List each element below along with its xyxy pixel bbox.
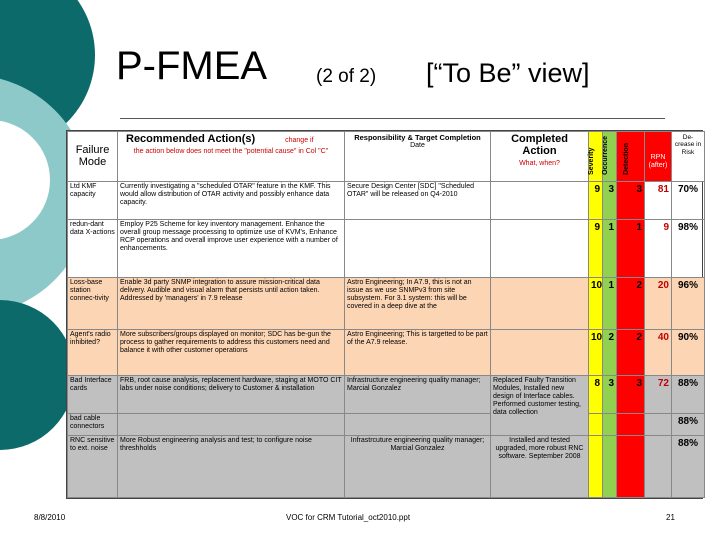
completed-cell	[491, 182, 589, 220]
footer-page-number: 21	[666, 513, 675, 522]
table-row	[68, 278, 705, 330]
failure-mode-cell: RNC sensitive to ext. noise	[68, 436, 118, 498]
header-recommended-change: change if	[285, 137, 314, 144]
slide-title-part: (2 of 2)	[316, 66, 377, 87]
header-completed	[491, 132, 589, 182]
severity-cell	[589, 414, 603, 436]
decrease-cell: 98%	[672, 220, 705, 278]
header-detection	[617, 132, 645, 182]
header-responsibility	[345, 132, 491, 182]
failure-mode-cell: Loss-base station connec-tivity	[68, 278, 118, 330]
completed-cell	[491, 330, 589, 376]
rpn-cell: 72	[645, 376, 672, 414]
header-recommended	[118, 132, 345, 182]
table-row	[68, 182, 705, 220]
severity-cell: 10	[589, 330, 603, 376]
failure-mode-cell: Agent's radio inhibited?	[68, 330, 118, 376]
decrease-cell: 96%	[672, 278, 705, 330]
decrease-cell: 88%	[672, 414, 705, 436]
severity-cell: 9	[589, 220, 603, 278]
slide-title: P-FMEA	[116, 44, 268, 88]
failure-mode-cell: Ltd KMF capacity	[68, 182, 118, 220]
detection-cell: 2	[617, 278, 645, 330]
slide-title-view: [“To Be” view]	[426, 58, 590, 88]
rpn-cell: 20	[645, 278, 672, 330]
header-decrease: De-crease in Risk	[672, 132, 705, 182]
recommended-cell	[118, 414, 345, 436]
header-occurrence	[603, 132, 617, 182]
detection-cell: 2	[617, 330, 645, 376]
table-row	[68, 220, 705, 278]
failure-mode-cell: bad cable connectors	[68, 414, 118, 436]
rpn-cell	[645, 414, 672, 436]
header-severity	[589, 132, 603, 182]
header-rpn: RPN (after)	[645, 132, 672, 182]
occurrence-cell: 2	[603, 330, 617, 376]
detection-cell: 3	[617, 376, 645, 414]
detection-cell: 3	[617, 182, 645, 220]
rpn-cell: 40	[645, 330, 672, 376]
completed-cell	[491, 278, 589, 330]
title-divider	[120, 118, 665, 119]
recommended-cell: Enable 3d party SNMP integration to assure mission-critical data delivery. Audible and visual alarm that persists until action taken. Addressed by 'managers' in 7.9 release	[118, 278, 345, 330]
decrease-cell: 90%	[672, 330, 705, 376]
detection-cell	[617, 436, 645, 498]
responsibility-cell: Infrastrcuture engineering quality manager; Marcial Gonzalez	[345, 436, 491, 498]
failure-mode-cell: Bad Interface cards	[68, 376, 118, 414]
footer-date: 8/8/2010	[34, 513, 66, 522]
occurrence-cell: 1	[603, 220, 617, 278]
recommended-cell: FRB, root cause analysis, replacement hardware, staging at MOTO CIT labs under noise conditions; delivery to Customer & installation	[118, 376, 345, 414]
occurrence-cell	[603, 414, 617, 436]
responsibility-cell	[345, 414, 491, 436]
deco-circle-bottom	[0, 300, 75, 450]
decrease-cell: 88%	[672, 436, 705, 498]
header-failure-mode: Failure Mode	[68, 132, 118, 182]
detection-cell: 1	[617, 220, 645, 278]
severity-cell: 9	[589, 182, 603, 220]
responsibility-cell	[345, 220, 491, 278]
header-responsibility-sub: Date	[410, 142, 425, 150]
header-severity-label: Severity	[587, 147, 595, 175]
completed-cell: Replaced Faulty Transition Modules, Installed new design of Interface cables. Performed customer testing, data collection	[491, 376, 589, 436]
header-row	[68, 132, 705, 182]
header-responsibility-title: Responsibility & Target Completion	[354, 133, 481, 142]
table-row	[68, 436, 705, 498]
occurrence-cell: 3	[603, 376, 617, 414]
responsibility-cell: Infrastructure engineering quality manager; Marcial Gonzalez	[345, 376, 491, 414]
severity-cell: 10	[589, 278, 603, 330]
header-recommended-note: the action below does not meet the "potential cause" in Col "C"	[133, 148, 329, 156]
header-completed-title: Completed Action	[511, 133, 568, 158]
header-completed-sub: What, when?	[519, 159, 560, 167]
header-recommended-title: Recommended Action(s)	[126, 133, 256, 145]
occurrence-cell	[603, 436, 617, 498]
completed-cell: Installed and tested upgraded, more robust RNC software. September 2008	[491, 436, 589, 498]
recommended-cell: More Robust engineering analysis and test; to configure noise threshholds	[118, 436, 345, 498]
completed-cell	[491, 220, 589, 278]
decrease-cell: 88%	[672, 376, 705, 414]
occurrence-cell: 3	[603, 182, 617, 220]
decrease-cell: 70%	[672, 182, 705, 220]
recommended-cell: Currently investigating a "scheduled OTAR" feature in the KMF. This would allow distribution of OTAR activity and possibly enhance data capacity.	[118, 182, 345, 220]
detection-cell	[617, 414, 645, 436]
rpn-cell: 9	[645, 220, 672, 278]
rpn-cell: 81	[645, 182, 672, 220]
occurrence-cell: 1	[603, 278, 617, 330]
footer-filename: VOC for CRM Tutorial_oct2010.ppt	[286, 513, 411, 522]
header-detection-label: Detection	[622, 143, 630, 175]
responsibility-cell: Astro Engineering; This is targetted to be part of the A7.9 release.	[345, 330, 491, 376]
table-row	[68, 330, 705, 376]
pfmea-table	[66, 130, 703, 499]
responsibility-cell: Secure Design Center [SDC] "Scheduled OTAR" will be released on Q4-2010	[345, 182, 491, 220]
severity-cell: 8	[589, 376, 603, 414]
table-row	[68, 414, 705, 436]
responsibility-cell: Astro Engineering; In A7.9, this is not an issue as we use SNMPv3 from site subsystem. For 3.1 system: this will be covered in a deep dive at the	[345, 278, 491, 330]
recommended-cell: More subscribers/groups displayed on monitor; SDC has be-gun the process to gather requirements to address this customers need and balance it with other customer operations	[118, 330, 345, 376]
failure-mode-cell: redun-dant data X-actions	[68, 220, 118, 278]
header-occurrence-label: Occurrence	[601, 136, 609, 175]
rpn-cell	[645, 436, 672, 498]
severity-cell	[589, 436, 603, 498]
recommended-cell: Employ P25 Scheme for key inventory management. Enhance the overall group message processing to optimize use of KVM's, Enhance RCP operations and overall improve user experience with a number of enhancements.	[118, 220, 345, 278]
table-row	[68, 376, 705, 414]
